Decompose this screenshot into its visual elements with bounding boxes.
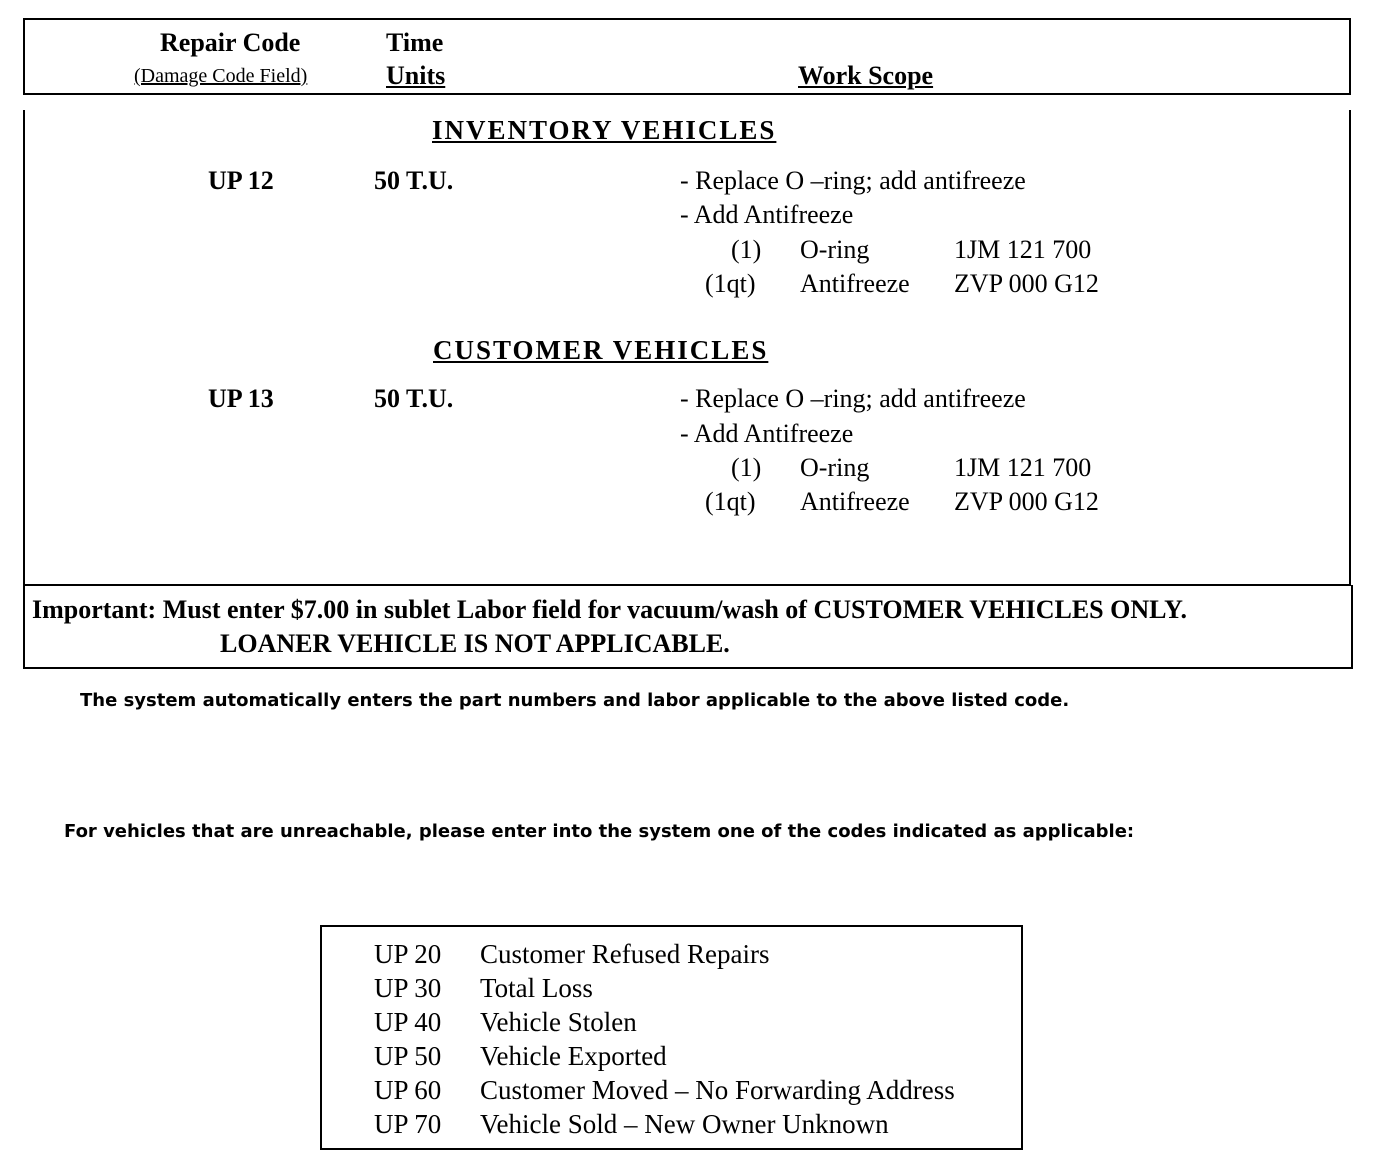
important-line-2: LOANER VEHICLE IS NOT APPLICABLE. xyxy=(220,629,730,658)
unreachable-codes-box xyxy=(320,925,1023,1150)
customer-scope-line-2: - Add Antifreeze xyxy=(680,419,854,448)
important-line-1: Important: Must enter $7.00 in sublet Labor field for vacuum/wash of CUSTOMER VEHICLES ONLY. xyxy=(32,595,1187,624)
code-label: UP 20 xyxy=(374,939,442,969)
list-item xyxy=(374,1007,637,1038)
work-scope-header: Work Scope xyxy=(798,61,934,90)
customer-part-number: ZVP 000 G12 xyxy=(954,487,1099,516)
list-item xyxy=(374,1109,889,1140)
customer-time-units: 50 T.U. xyxy=(374,384,454,413)
list-item xyxy=(374,939,769,970)
code-description: Customer Refused Repairs xyxy=(480,939,770,969)
time-header: Time xyxy=(386,28,444,57)
customer-part-name: Antifreeze xyxy=(800,487,910,516)
code-description: Total Loss xyxy=(480,973,593,1003)
inventory-part-name: O-ring xyxy=(800,235,870,264)
inventory-repair-code: UP 12 xyxy=(208,166,274,195)
customer-part-qty: (1) xyxy=(731,453,762,482)
code-label: UP 40 xyxy=(374,1007,442,1037)
inventory-time-units: 50 T.U. xyxy=(374,166,454,195)
inventory-scope-line-1: - Replace O –ring; add antifreeze xyxy=(680,166,1026,195)
code-label: UP 50 xyxy=(374,1041,442,1071)
customer-scope-line-1: - Replace O –ring; add antifreeze xyxy=(680,384,1026,413)
code-label: UP 30 xyxy=(374,973,442,1003)
code-description: Vehicle Stolen xyxy=(480,1007,637,1037)
customer-vehicles-title: CUSTOMER VEHICLES xyxy=(433,335,769,365)
inventory-part-qty: (1qt) xyxy=(705,269,756,298)
repair-code-header: Repair Code xyxy=(160,28,301,57)
inventory-vehicles-title: INVENTORY VEHICLES xyxy=(432,115,777,145)
units-header: Units xyxy=(386,61,446,90)
list-item xyxy=(374,1041,667,1072)
inventory-scope-line-2: - Add Antifreeze xyxy=(680,200,854,229)
code-description: Customer Moved – No Forwarding Address xyxy=(480,1075,955,1105)
code-label: UP 60 xyxy=(374,1075,442,1105)
system-note: The system automatically enters the part numbers and labor applicable to the above listed code. xyxy=(80,690,1070,711)
unreachable-note: For vehicles that are unreachable, please enter into the system one of the codes indicated as applicable: xyxy=(64,821,1135,842)
inventory-part-name: Antifreeze xyxy=(800,269,910,298)
damage-code-field-header: (Damage Code Field) xyxy=(134,65,308,87)
code-label: UP 70 xyxy=(374,1109,442,1139)
customer-part-name: O-ring xyxy=(800,453,870,482)
code-description: Vehicle Sold – New Owner Unknown xyxy=(480,1109,889,1139)
customer-part-qty: (1qt) xyxy=(705,487,756,516)
customer-repair-code: UP 13 xyxy=(208,384,274,413)
code-description: Vehicle Exported xyxy=(480,1041,667,1071)
list-item xyxy=(374,973,593,1004)
inventory-part-number: 1JM 121 700 xyxy=(954,235,1092,264)
inventory-part-number: ZVP 000 G12 xyxy=(954,269,1099,298)
list-item xyxy=(374,1075,955,1106)
inventory-part-qty: (1) xyxy=(731,235,762,264)
customer-part-number: 1JM 121 700 xyxy=(954,453,1092,482)
